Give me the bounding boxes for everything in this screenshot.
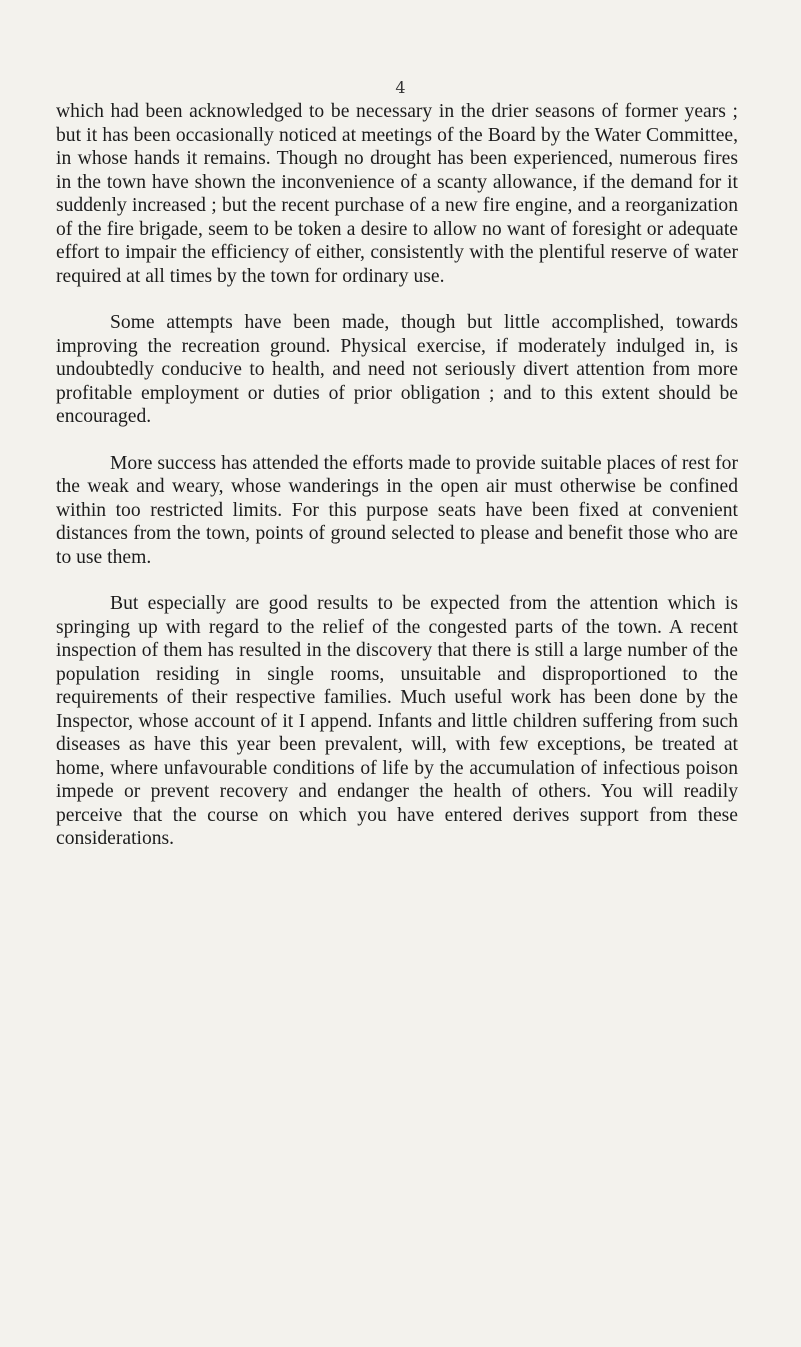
paragraph-congested-parts: But especially are good results to be expected from the attention which is springing up with regard to the relief of the congested parts of the town. A recent inspection of them has resulted in the discovery that there is still a large number of the population residing in single rooms, unsuitable and disproportioned to the requirements of their respective families. Much useful work has been done by the Inspector, whose account of it I append. Infants and little children suffering from such diseases as have this year been prevalent, will, with few exceptions, be treated at home, where unfavourable conditions of life by the accumulation of infectious poison impede or prevent recovery and endanger the health of others. You will readily perceive that the course on which you have entered derives support from these considerations. bbox=[56, 593, 738, 849]
page-number: 4 bbox=[395, 78, 406, 97]
body-text bbox=[56, 100, 738, 851]
paragraph-seats: More success has attended the efforts made to provide suitable places of rest for the weak and weary, whose wanderings in the open air must otherwise be confined within too restricted limits. For this purpose seats have been fixed at convenient distances from the town, points of ground selected to please and benefit those who are to use them. bbox=[56, 452, 738, 568]
paragraph-recreation-ground: Some attempts have been made, though but little accomplished, towards improving the recreation ground. Physical exercise, if moderately indulged in, is undoubtedly conducive to health, and need not seriously divert attention from more profitable employment or duties of prior obligation ; and to this extent should be encouraged. bbox=[56, 312, 738, 427]
paragraph-water-supply: which had been acknowledged to be necessary in the drier seasons of former years ; but it has been occasionally noticed at meetings of the Board by the Water Committee, in whose hands it remains. Though no drought has been experienced, numerous fires in the town have shown the inconvenience of a scanty allowance, if the demand for it suddenly increased ; but the recent purchase of a new fire engine, and a reorganization of the fire brigade, seem to be token a desire to allow no want of foresight or adequate effort to impair the efficiency of either, consistently with the plentiful reserve of water required at all times by the town for ordinary use. bbox=[56, 101, 738, 287]
